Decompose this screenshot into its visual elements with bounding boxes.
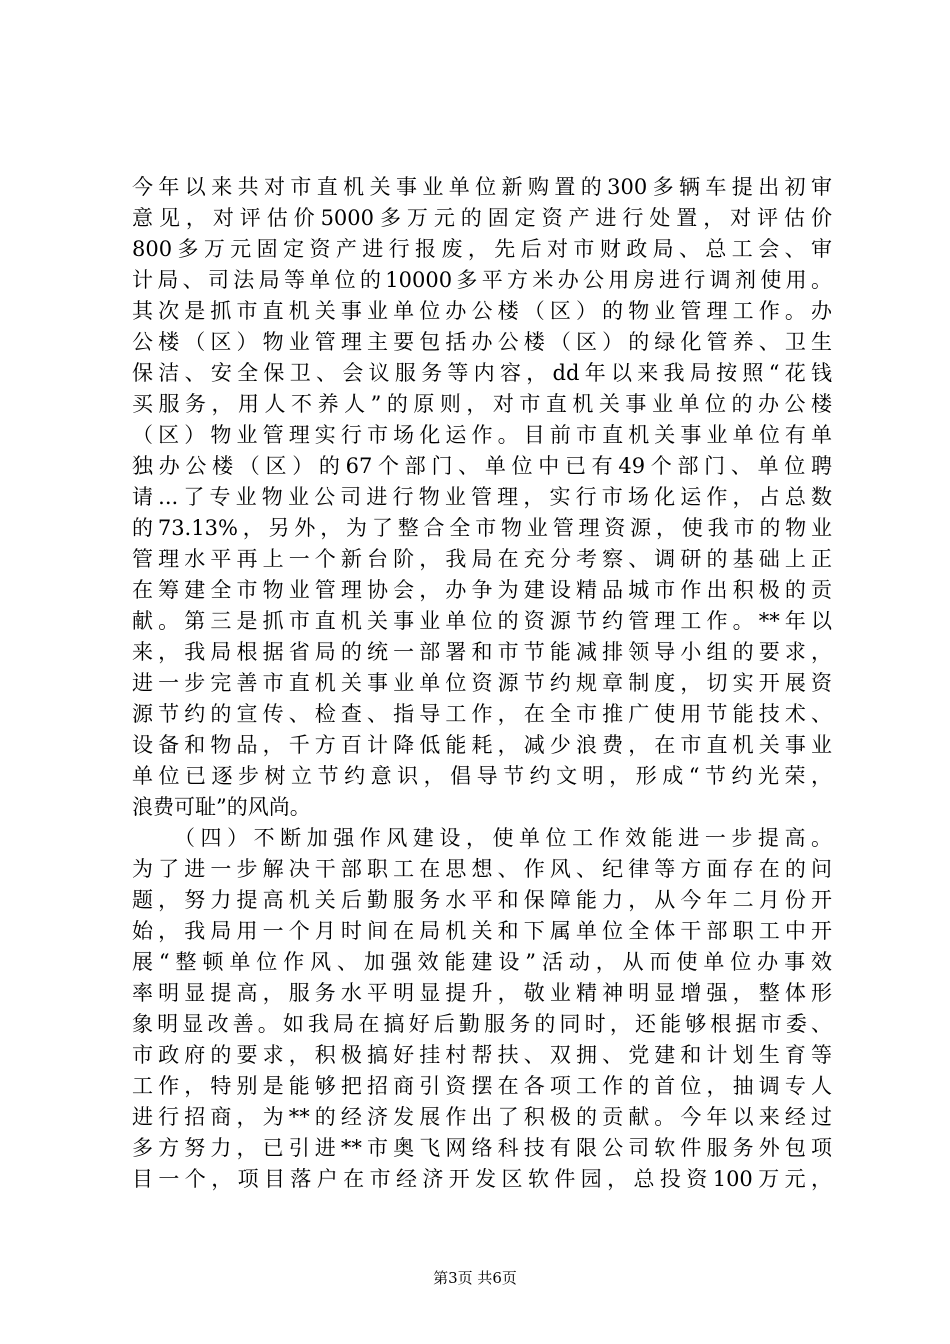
text-line: 市政府的要求，积极搞好挂村帮扶、双拥、党建和计划生育等 (132, 1043, 832, 1067)
text-line: 为了进一步解决干部职工在思想、作风、纪律等方面存在的问 (132, 857, 832, 881)
text-line: 单位已逐步树立节约意识，倡导节约文明，形成“节约光荣， (132, 764, 832, 788)
text-line: 设备和物品，千方百计降低能耗，减少浪费，在市直机关事业 (132, 733, 832, 757)
text-line: 保洁、安全保卫、会议服务等内容，dd年以来我局按照“花钱 (132, 361, 832, 385)
text-line: 进行招商，为**的经济发展作出了积极的贡献。今年以来经过 (132, 1105, 832, 1129)
text-line: 工作，特别是能够把招商引资摆在各项工作的首位，抽调专人 (132, 1074, 832, 1098)
page-footer (0, 1268, 950, 1288)
text-line: 始，我局用一个月时间在局机关和下属单位全体干部职工中开 (132, 919, 832, 943)
text-line: 象明显改善。如我局在搞好后勤服务的同时，还能够根据市委、 (132, 1012, 832, 1036)
section-heading-line: （四）不断加强作风建设，使单位工作效能进一步提高。 (174, 826, 832, 850)
text-line: 请...了专业物业公司进行物业管理，实行市场化运作，占总数 (132, 485, 832, 509)
text-line: 进一步完善市直机关事业单位资源节约规章制度，切实开展资 (132, 671, 832, 695)
text-line: 买服务，用人不养人”的原则，对市直机关事业单位的办公楼 (132, 392, 832, 416)
text-line: 目一个，项目落户在市经济开发区软件园，总投资100万元， (132, 1167, 832, 1191)
body-text (132, 172, 832, 1195)
text-line: 今年以来共对市直机关事业单位新购置的300多辆车提出初审 (132, 175, 832, 199)
text-line: 意见，对评估价5000多万元的固定资产进行处置，对评估价 (132, 206, 832, 230)
text-line: 公楼（区）物业管理主要包括办公楼（区）的绿化管养、卫生 (132, 330, 832, 354)
page-number-label: 第3页 共6页 (433, 1269, 517, 1287)
text-line: 源节约的宣传、检查、指导工作，在全市推广使用节能技术、 (132, 702, 832, 726)
text-line: 计局、司法局等单位的10000多平方米办公用房进行调剂使用。 (132, 268, 832, 292)
text-line: 多方努力，已引进**市奥飞网络科技有限公司软件服务外包项 (132, 1136, 832, 1160)
text-line: 其次是抓市直机关事业单位办公楼（区）的物业管理工作。办 (132, 299, 832, 323)
text-line: 独办公楼（区）的67个部门、单位中已有49个部门、单位聘 (132, 454, 832, 478)
text-line: 浪费可耻”的风尚。 (132, 795, 311, 819)
text-line: 展“整顿单位作风、加强效能建设”活动，从而使单位办事效 (132, 950, 832, 974)
text-line: 献。第三是抓市直机关事业单位的资源节约管理工作。**年以 (132, 609, 832, 633)
text-line: （区）物业管理实行市场化运作。目前市直机关事业单位有单 (132, 423, 832, 447)
text-line: 800多万元固定资产进行报废，先后对市财政局、总工会、审 (132, 237, 832, 261)
text-line: 率明显提高，服务水平明显提升，敬业精神明显增强，整体形 (132, 981, 832, 1005)
text-line: 管理水平再上一个新台阶，我局在充分考察、调研的基础上正 (132, 547, 832, 571)
text-line: 来，我局根据省局的统一部署和市节能减排领导小组的要求， (132, 640, 832, 664)
text-line: 的73.13%，另外，为了整合全市物业管理资源，使我市的物业 (132, 516, 832, 540)
text-line: 题，努力提高机关后勤服务水平和保障能力，从今年二月份开 (132, 888, 832, 912)
text-line: 在筹建全市物业管理协会，办争为建设精品城市作出积极的贡 (132, 578, 832, 602)
